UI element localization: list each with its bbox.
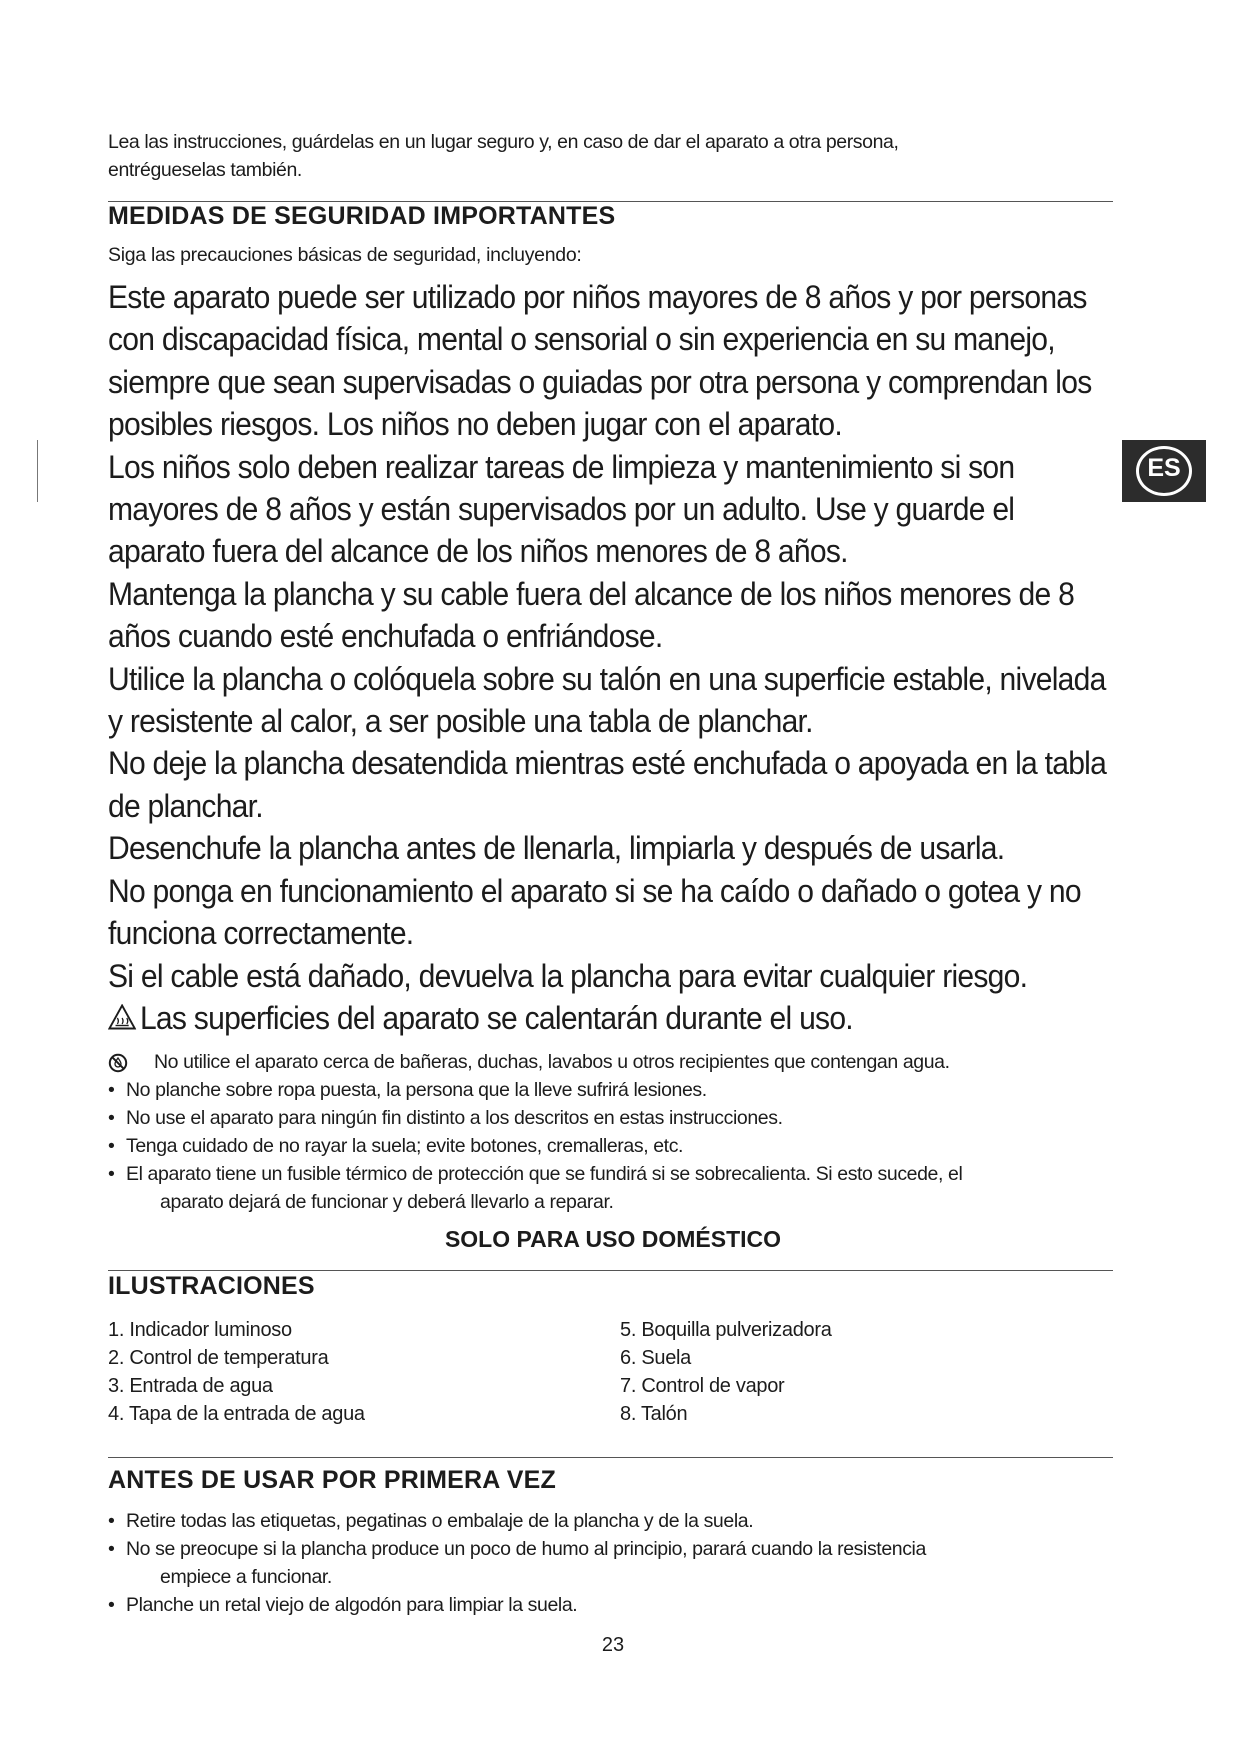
no-water-icon xyxy=(108,1053,128,1073)
list-item-text: No se preocupe si la plancha produce un poco de humo al principio, parará cuando la resistencia xyxy=(126,1538,926,1560)
list-item: 8. Talón xyxy=(620,1403,688,1425)
list-item: 7. Control de vapor xyxy=(620,1375,785,1397)
safety-paragraph: Los niños solo deben realizar tareas de limpieza y mantenimiento si son mayores de 8 años y están supervisados por un adulto. Use y guarde el aparato fuera del alcance de los niños menores de 8 años. xyxy=(108,448,1015,570)
list-item xyxy=(108,1132,1118,1160)
safety-paragraph: No ponga en funcionamiento el aparato si se ha caído o dañado o gotea y no funciona correctamente. xyxy=(108,872,1081,952)
list-item xyxy=(108,1591,1118,1619)
list-item xyxy=(108,1507,1118,1535)
list-item-text: No utilice el aparato cerca de bañeras, duchas, lavabos u otros recipientes que contengan agua. xyxy=(154,1051,950,1073)
safety-paragraph: Este aparato puede ser utilizado por niños mayores de 8 años y por personas con discapacidad física, mental o sensorial o sin experiencia en su manejo, siempre que sean supervisadas o guiadas por otra persona y comprendan los posibles riesgos. Los niños no deben jugar con el aparato. xyxy=(108,279,1092,443)
list-item-text: No use el aparato para ningún fin distinto a los descritos en estas instrucciones. xyxy=(126,1107,783,1129)
bullet: • xyxy=(108,1510,115,1532)
intro-line: entrégueselas también. xyxy=(108,159,302,181)
hot-surface-warning-icon xyxy=(108,1004,136,1030)
list-item-text: Planche un retal viejo de algodón para limpiar la suela. xyxy=(126,1594,578,1616)
language-badge-label: ES xyxy=(1147,454,1181,482)
list-item: 5. Boquilla pulverizadora xyxy=(620,1319,832,1341)
list-item: 1. Indicador luminoso xyxy=(108,1319,292,1341)
bullet: • xyxy=(108,1107,115,1129)
illustrations-column-right xyxy=(620,1316,832,1428)
safety-paragraph: Mantenga la plancha y su cable fuera del alcance de los niños menores de 8 años cuando esté enchufada o enfriándose. xyxy=(108,575,1075,655)
bullet: • xyxy=(108,1079,115,1101)
bullet: • xyxy=(108,1538,115,1560)
hot-surface-warning xyxy=(108,997,1119,1039)
list-item xyxy=(108,1160,1118,1188)
illustrations-heading: ILUSTRACIONES xyxy=(108,1272,315,1300)
hot-surface-warning-text: Las superficies del aparato se calentarán durante el uso. xyxy=(139,999,853,1036)
list-item-text: Tenga cuidado de no rayar la suela; evite botones, cremalleras, etc. xyxy=(126,1135,684,1157)
list-item xyxy=(108,1104,1118,1132)
list-item: 6. Suela xyxy=(620,1347,691,1369)
domestic-use-note: SOLO PARA USO DOMÉSTICO xyxy=(444,1226,782,1252)
list-item-continuation: aparato dejará de funcionar y deberá llevarlo a reparar. xyxy=(160,1191,614,1213)
first-use-heading: ANTES DE USAR POR PRIMERA VEZ xyxy=(108,1466,556,1494)
list-item xyxy=(108,1048,1118,1076)
list-item-text: El aparato tiene un fusible térmico de protección que se fundirá si se sobrecalienta. Si esto sucede, el xyxy=(126,1163,963,1185)
language-badge xyxy=(1122,440,1206,502)
bullet: • xyxy=(108,1163,115,1185)
section-divider xyxy=(108,1270,1113,1271)
intro-text xyxy=(108,128,1108,184)
list-item: 3. Entrada de agua xyxy=(108,1375,273,1397)
safety-small-list xyxy=(108,1048,1118,1216)
illustrations-column-left xyxy=(108,1316,365,1428)
list-item: 2. Control de temperatura xyxy=(108,1347,329,1369)
list-item-continuation: empiece a funcionar. xyxy=(160,1566,332,1588)
list-item xyxy=(108,1076,1118,1104)
intro-line: Lea las instrucciones, guárdelas en un lugar seguro y, en caso de dar el aparato a otra persona, xyxy=(108,131,899,153)
first-use-list xyxy=(108,1507,1118,1619)
bullet: • xyxy=(108,1135,115,1157)
safety-paragraph: Si el cable está dañado, devuelva la plancha para evitar cualquier riesgo. xyxy=(108,957,1028,994)
list-item xyxy=(108,1535,1118,1563)
safety-paragraph: No deje la plancha desatendida mientras esté enchufada o apoyada en la tabla de planchar. xyxy=(108,745,1107,824)
safety-large-text xyxy=(108,276,1119,1039)
list-item: 4. Tapa de la entrada de agua xyxy=(108,1403,365,1425)
safety-heading: MEDIDAS DE SEGURIDAD IMPORTANTES xyxy=(108,202,616,230)
page-number: 23 xyxy=(601,1634,625,1656)
safety-paragraph: Utilice la plancha o colóquela sobre su talón en una superficie estable, nivelada y resistente al calor, a ser posible una tabla de planchar. xyxy=(108,660,1106,740)
list-item-text: Retire todas las etiquetas, pegatinas o embalaje de la plancha y de la suela. xyxy=(126,1510,754,1532)
list-item-text: No planche sobre ropa puesta, la persona que la lleve sufrirá lesiones. xyxy=(126,1079,707,1101)
bullet: • xyxy=(108,1594,115,1616)
margin-mark xyxy=(37,440,38,502)
safety-subtitle: Siga las precauciones básicas de seguridad, incluyendo: xyxy=(108,244,582,266)
safety-paragraph: Desenchufe la plancha antes de llenarla, limpiarla y después de usarla. xyxy=(108,830,1005,867)
section-divider xyxy=(108,1457,1113,1458)
